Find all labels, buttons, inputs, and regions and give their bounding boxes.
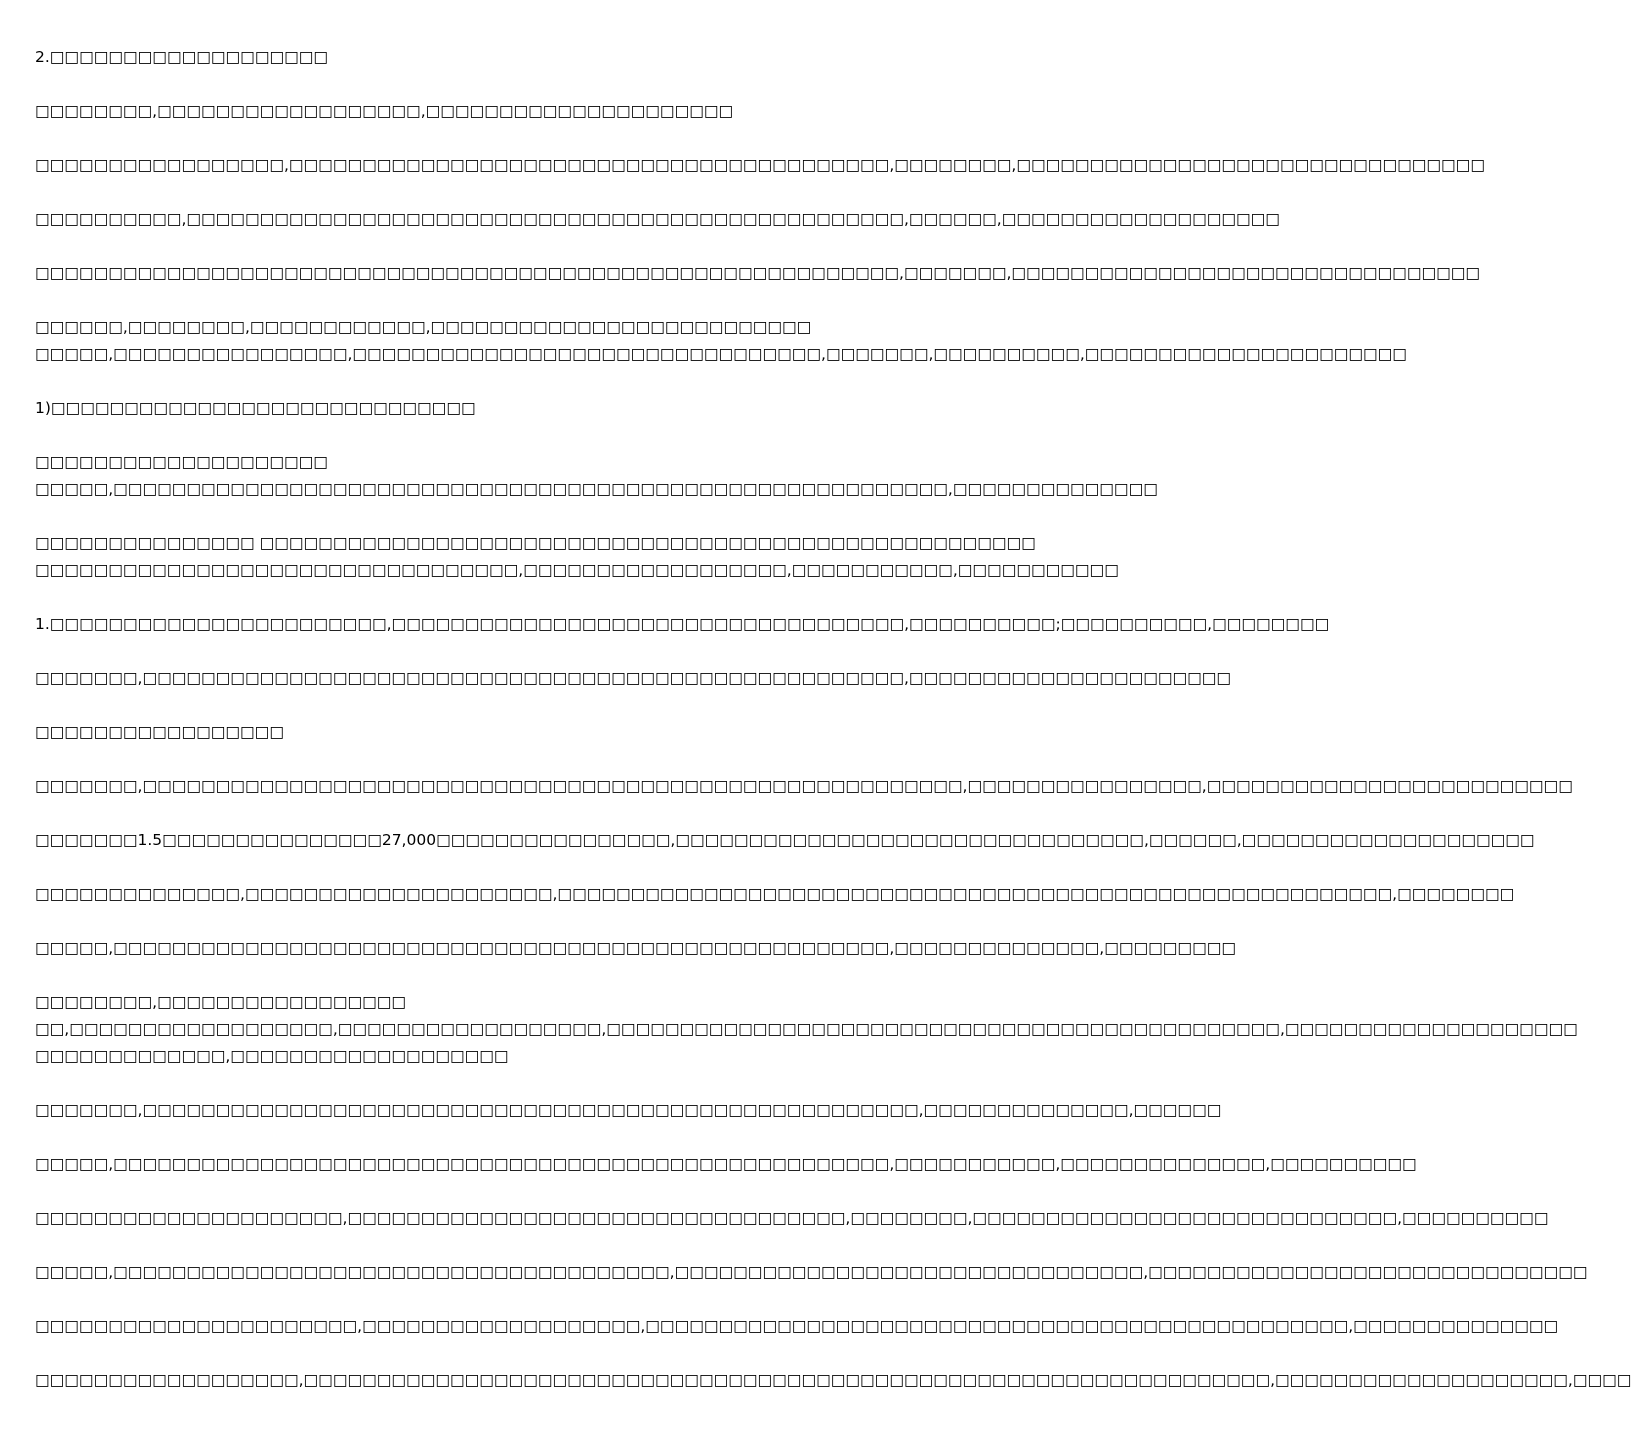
paragraph: □□,□□□□□□□□□□□□□□□□□□,□□□□□□□□□□□□□□□□□□,□□□□□□□□□□□□□□□□□□□□□□□□□□□□□□□□□□□□□□□□□□□□□□,□□□□□□□□□□□□□□□□□□□□: [35, 1020, 1578, 1038]
paragraph: □□□□□□□□,□□□□□□□□□□□□□□□□□□,□□□□□□□□□□□□□□□□□□□□□: [35, 102, 734, 120]
paragraph: □□□□□□□□□□□□□□□□□□□□: [35, 453, 328, 471]
section-heading: 1)□□□□□□□□□□□□□□□□□□□□□□□□□□□□□: [35, 399, 476, 417]
paragraph: □□□□□□□□□□,□□□□□□□□□□□□□□□□□□□□□□□□□□□□□□□□□□□□□□□□□□□□□□□□□,□□□□□□,□□□□□□□□□□□□□□□□□□□: [35, 210, 1280, 228]
document-body: [35, 44, 1631, 1394]
paragraph: 1.□□□□□□□□□□□□□□□□□□□□□□□,□□□□□□□□□□□□□□□□□□□□□□□□□□□□□□□□□□□,□□□□□□□□□□;□□□□□□□□□□,□□□□□□□□: [35, 615, 1330, 633]
paragraph: 2.□□□□□□□□□□□□□□□□□□□: [35, 48, 329, 66]
paragraph: □□□□□□□,□□□□□□□□□□□□□□□□□□□□□□□□□□□□□□□□□□□□□□□□□□□□□□□□□□□□,□□□□□□□□□□□□□□□□□□□□□□: [35, 669, 1232, 687]
paragraph: □□□□□□□□□□□□□□□□□: [35, 723, 284, 741]
paragraph: □□□□□□□1.5□□□□□□□□□□□□□□□27,000□□□□□□□□□□□□□□□□,□□□□□□□□□□□□□□□□□□□□□□□□□□□□□□□□,□□□□□□,□□□□□□□□□□□□□□□□□□□□: [35, 831, 1535, 849]
paragraph: □□□□□□,□□□□□□□□,□□□□□□□□□□□□,□□□□□□□□□□□□□□□□□□□□□□□□□□: [35, 318, 812, 336]
paragraph: □□□□□□□□□□□□□□□□□□□□□,□□□□□□□□□□□□□□□□□□□□□□□□□□□□□□□□□□,□□□□□□□□,□□□□□□□□□□□□□□□□□□□□□□□□□□□□□,□□□□□□□□□□: [35, 1209, 1549, 1227]
paragraph: □□□□□□□□,□□□□□□□□□□□□□□□□□: [35, 993, 407, 1011]
paragraph: □□□□□□□□□□□□□□□□□□,□□□□□□□□□□□□□□□□□□□□□□□□□□□□□□□□□□□□□□□□□□□□□□□□□□□□□□□□□□□□□□□□□□,□□□□□□□□□□□□□□□□□□□□,□□□□: [35, 1371, 1631, 1389]
paragraph: □□□□□,□□□□□□□□□□□□□□□□□□□□□□□□□□□□□□□□□□□□□□□□□□□□□□□□□□□□□,□□□□□□□□□□□□□□,□□□□□□□□□: [35, 939, 1237, 957]
paragraph: □□□□□□□□□□□□□□□ □□□□□□□□□□□□□□□□□□□□□□□□□□□□□□□□□□□□□□□□□□□□□□□□□□□□□: [35, 534, 1036, 552]
paragraph: □□□□□□□□□□□□□□□□□,□□□□□□□□□□□□□□□□□□□□□□□□□□□□□□□□□□□□□□□□□,□□□□□□□□,□□□□□□□□□□□□□□□□□□□□□□□□□□□□□□□□: [35, 156, 1485, 174]
paragraph: □□□□□,□□□□□□□□□□□□□□□□□□□□□□□□□□□□□□□□□□□□□□□□□□□□□□□□□□□□□□□□□,□□□□□□□□□□□□□□: [35, 480, 1158, 498]
paragraph: □□□□□,□□□□□□□□□□□□□□□□□□□□□□□□□□□□□□□□□□□□□□,□□□□□□□□□□□□□□□□□□□□□□□□□□□□□□□□,□□□□□□□□□□□□□□□□□□□□□□□□□□□□□□: [35, 1263, 1588, 1281]
paragraph: □□□□□□□,□□□□□□□□□□□□□□□□□□□□□□□□□□□□□□□□□□□□□□□□□□□□□□□□□□□□□,□□□□□□□□□□□□□□,□□□□□□: [35, 1101, 1222, 1119]
paragraph: □□□□□□□,□□□□□□□□□□□□□□□□□□□□□□□□□□□□□□□□□□□□□□□□□□□□□□□□□□□□□□□□,□□□□□□□□□□□□□□□□,□□□□□□□□□□□□□□□□□□□□□□□□□: [35, 777, 1573, 795]
paragraph: □□□□□□□□□□□□□□□□□□□□□□□□□□□□□□□□□□□□□□□□□□□□□□□□□□□□□□□□□□□,□□□□□□□,□□□□□□□□□□□□□□□□□□□□□□□□□□□□□□□□: [35, 264, 1481, 282]
paragraph: □□□□□,□□□□□□□□□□□□□□□□,□□□□□□□□□□□□□□□□□□□□□□□□□□□□□□□□,□□□□□□□,□□□□□□□□□□,□□□□□□□□□□□□□□□□□□□□□□: [35, 345, 1407, 363]
paragraph: □□□□□□□□□□□□□□,□□□□□□□□□□□□□□□□□□□□□,□□□□□□□□□□□□□□□□□□□□□□□□□□□□□□□□□□□□□□□□□□□□□□□□□□□□□□□□□,□□□□□□□□: [35, 885, 1515, 903]
paragraph: □□□□□□□□□□□□□□□□□□□□□□,□□□□□□□□□□□□□□□□□□□,□□□□□□□□□□□□□□□□□□□□□□□□□□□□□□□□□□□□□□□□□□□□□□□□,□□□□□□□□□□□□□□: [35, 1317, 1559, 1335]
paragraph: □□□□□,□□□□□□□□□□□□□□□□□□□□□□□□□□□□□□□□□□□□□□□□□□□□□□□□□□□□□,□□□□□□□□□□□,□□□□□□□□□□□□□□,□□□□□□□□□□: [35, 1155, 1417, 1173]
paragraph: □□□□□□□□□□□□□□□□□□□□□□□□□□□□□□□□□,□□□□□□□□□□□□□□□□□□,□□□□□□□□□□□,□□□□□□□□□□□: [35, 561, 1119, 579]
paragraph: □□□□□□□□□□□□□,□□□□□□□□□□□□□□□□□□□: [35, 1047, 509, 1065]
